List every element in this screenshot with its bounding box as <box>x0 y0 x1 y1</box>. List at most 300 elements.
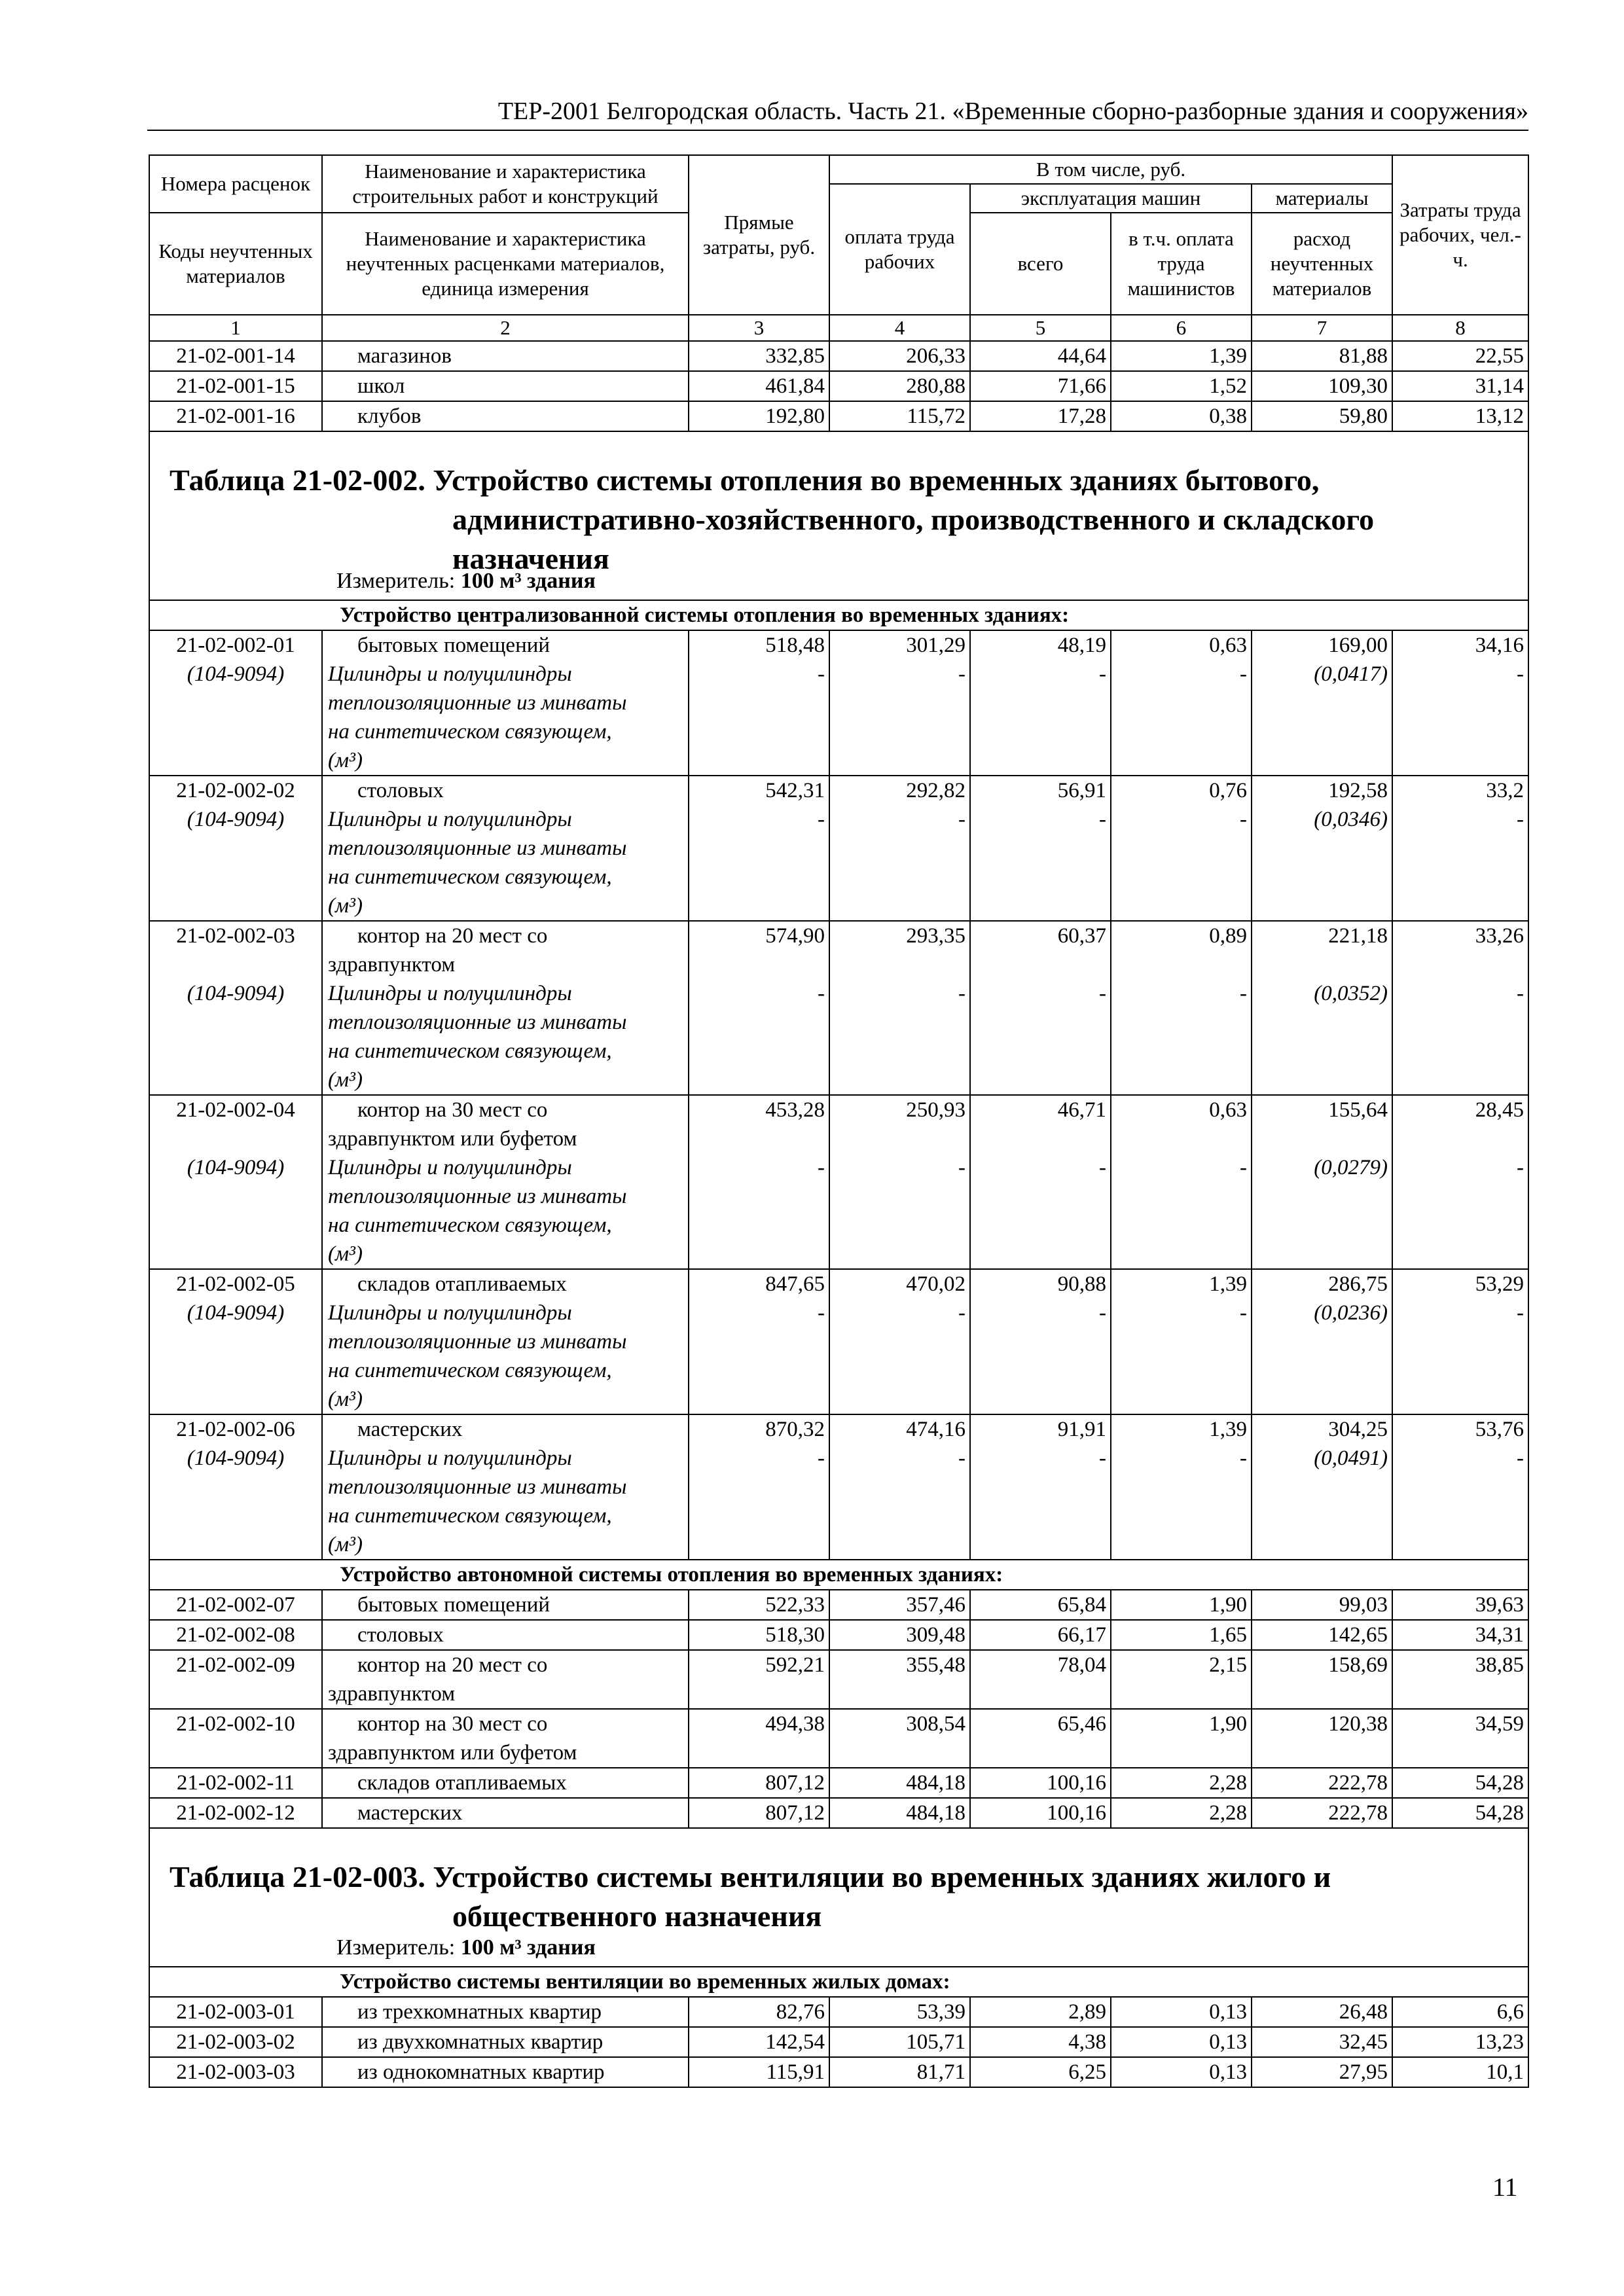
header-rule <box>147 130 1528 131</box>
value-cell <box>829 1095 970 1269</box>
value-cell: 1,90 <box>1111 1590 1252 1620</box>
rate-name-line: контор на 30 мест со <box>357 1712 548 1736</box>
rate-name-line: магазинов <box>357 344 452 368</box>
section-autonomous-heating: Устройство автономной системы отопления во временных зданиях: <box>149 1560 1528 1590</box>
table-row <box>149 371 1528 401</box>
rate-code: 21-02-003-03 <box>149 2057 322 2087</box>
rate-name-line: мастерских <box>357 1801 463 1825</box>
rate-name-line: столовых <box>357 1623 444 1647</box>
value-cell <box>1111 776 1252 921</box>
rate-code-cell <box>149 1269 322 1414</box>
value-cell: 142,54 <box>689 2027 829 2057</box>
value-cell: 105,71 <box>829 2027 970 2057</box>
column-number: 8 <box>1392 315 1528 341</box>
rate-name-cell <box>322 1095 689 1269</box>
value: 474,16 <box>906 1418 965 1441</box>
table-row <box>149 2027 1528 2057</box>
value-cell: 309,48 <box>829 1620 970 1650</box>
table-row <box>149 1650 1528 1709</box>
rate-name <box>322 1650 689 1709</box>
value: 470,02 <box>906 1272 965 1296</box>
rate-name-line: бытовых помещений <box>357 1593 550 1617</box>
value-cell: 1,39 <box>1111 341 1252 371</box>
value-cell <box>1392 1414 1528 1560</box>
value: 90,88 <box>1057 1272 1106 1296</box>
material-name-line: Цилиндры и полуцилиндры <box>328 808 572 831</box>
value-cell: 27,95 <box>1252 2057 1392 2087</box>
rate-name-line: здравпунктом или буфетом <box>328 1127 577 1151</box>
rate-code: 21-02-002-10 <box>149 1709 322 1768</box>
value-cell <box>1252 776 1392 921</box>
table-row <box>149 1768 1528 1798</box>
table-row <box>149 776 1528 921</box>
col-direct-costs: Прямые затраты, руб. <box>689 155 829 315</box>
page-number: 11 <box>1492 2172 1518 2202</box>
value: 301,29 <box>906 634 965 657</box>
dash: - <box>1240 1446 1247 1470</box>
dash: - <box>818 982 825 1005</box>
rate-name-line: контор на 20 мест со <box>357 924 548 948</box>
material-name-line: (м³) <box>328 1242 363 1266</box>
rate-code: 21-02-002-12 <box>149 1798 322 1828</box>
rate-name <box>322 1768 689 1798</box>
value-cell: 82,76 <box>689 1997 829 2027</box>
material-name-line: Цилиндры и полуцилиндры <box>328 1446 572 1470</box>
value-cell: 2,15 <box>1111 1650 1252 1709</box>
value-cell <box>1392 921 1528 1095</box>
material-name-line: Цилиндры и полуцилиндры <box>328 1301 572 1325</box>
value: 155,64 <box>1328 1098 1388 1122</box>
value-cell <box>689 1269 829 1414</box>
value: 60,37 <box>1057 924 1106 948</box>
value-cell: 39,63 <box>1392 1590 1528 1620</box>
value-cell: 13,12 <box>1392 401 1528 431</box>
value: 1,39 <box>1209 1418 1247 1441</box>
value: 34,16 <box>1475 634 1525 657</box>
material-name-line: теплоизоляционные из минваты <box>328 691 627 715</box>
value-cell: 522,33 <box>689 1590 829 1620</box>
dash: - <box>1240 982 1247 1005</box>
rate-code: 21-02-002-08 <box>149 1620 322 1650</box>
value-cell: 34,31 <box>1392 1620 1528 1650</box>
value-cell: 518,30 <box>689 1620 829 1650</box>
value-cell: 332,85 <box>689 341 829 371</box>
material-name-line: Цилиндры и полуцилиндры <box>328 662 572 686</box>
value-cell: 280,88 <box>829 371 970 401</box>
rate-name-cell <box>322 776 689 921</box>
column-number: 1 <box>149 315 322 341</box>
rate-name-line: из двухкомнатных квартир <box>357 2030 604 2054</box>
value-cell: 158,69 <box>1252 1650 1392 1709</box>
value-cell <box>829 921 970 1095</box>
value-cell: 357,46 <box>829 1590 970 1620</box>
rate-name-cell <box>322 1269 689 1414</box>
value-cell: 17,28 <box>970 401 1111 431</box>
value-cell: 0,38 <box>1111 401 1252 431</box>
value: 847,65 <box>765 1272 825 1296</box>
value-cell: 222,78 <box>1252 1768 1392 1798</box>
value: 33,26 <box>1475 924 1525 948</box>
value-cell: 4,38 <box>970 2027 1111 2057</box>
value: 453,28 <box>765 1098 825 1122</box>
dash: - <box>1240 1301 1247 1325</box>
column-number: 3 <box>689 315 829 341</box>
table2-central-body <box>149 630 1528 1560</box>
table-row <box>149 921 1528 1095</box>
dash: - <box>1099 982 1106 1005</box>
value-cell: 10,1 <box>1392 2057 1528 2087</box>
value-cell <box>1111 630 1252 776</box>
rate-name-line: складов отапливаемых <box>357 1272 567 1296</box>
dash: - <box>958 1156 965 1179</box>
material-name-line: на синтетическом связующем, <box>328 1039 612 1063</box>
value-cell: 206,33 <box>829 341 970 371</box>
table-row <box>149 341 1528 371</box>
col-machinists-pay: в т.ч. оплата труда машинистов <box>1111 213 1252 315</box>
value-cell: 115,91 <box>689 2057 829 2087</box>
rate-name <box>322 2027 689 2057</box>
rate-code: 21-02-002-03 <box>176 924 295 948</box>
column-numbers-row <box>149 315 1528 341</box>
rate-code-cell <box>149 1095 322 1269</box>
value-cell <box>1252 630 1392 776</box>
col-material-codes: Коды неучтенных материалов <box>149 213 322 315</box>
value-cell: 6,25 <box>970 2057 1111 2087</box>
material-name-line: теплоизоляционные из минваты <box>328 1330 627 1354</box>
value: 1,39 <box>1209 1272 1247 1296</box>
material-code: (104-9094) <box>187 662 285 686</box>
rate-name-line: клубов <box>357 404 422 428</box>
table-row <box>149 1997 1528 2027</box>
rate-name-line: здравпунктом <box>328 1682 456 1706</box>
dash: - <box>958 1446 965 1470</box>
value-cell: 44,64 <box>970 341 1111 371</box>
value-cell <box>970 1269 1111 1414</box>
value: 870,32 <box>765 1418 825 1441</box>
dash: - <box>1517 1156 1525 1179</box>
rate-name-line: контор на 30 мест со <box>357 1098 548 1122</box>
rate-code: 21-02-002-07 <box>149 1590 322 1620</box>
value: 304,25 <box>1328 1418 1388 1441</box>
value-cell: 81,71 <box>829 2057 970 2087</box>
material-name-line: (м³) <box>328 894 363 918</box>
material-consumption: (0,0346) <box>1314 808 1388 831</box>
rate-name-line: школ <box>357 374 405 398</box>
table-row <box>149 630 1528 776</box>
material-consumption: (0,0352) <box>1314 982 1388 1005</box>
value: 221,18 <box>1328 924 1388 948</box>
value-cell: 807,12 <box>689 1768 829 1798</box>
column-number: 4 <box>829 315 970 341</box>
rates-table <box>149 154 1529 2088</box>
value-cell: 13,23 <box>1392 2027 1528 2057</box>
value-cell <box>1111 1095 1252 1269</box>
rate-name-line: столовых <box>357 779 444 802</box>
table-row <box>149 1095 1528 1269</box>
rate-name-cell <box>322 630 689 776</box>
rate-code: 21-02-002-09 <box>149 1650 322 1709</box>
col-rate-numbers: Номера расценок <box>149 155 322 213</box>
value-cell: 34,59 <box>1392 1709 1528 1768</box>
value: 28,45 <box>1475 1098 1525 1122</box>
rate-name-line: из однокомнатных квартир <box>357 2060 605 2084</box>
dash: - <box>1099 1301 1106 1325</box>
value: 33,2 <box>1486 779 1525 802</box>
dash: - <box>1099 808 1106 831</box>
col-machines: эксплуатация машин <box>970 184 1252 213</box>
value-cell: 592,21 <box>689 1650 829 1709</box>
rate-name <box>322 1997 689 2027</box>
dash: - <box>1517 662 1525 686</box>
value-cell: 484,18 <box>829 1768 970 1798</box>
value: 48,19 <box>1057 634 1106 657</box>
value-cell: 1,52 <box>1111 371 1252 401</box>
material-name-line: (м³) <box>328 1533 363 1556</box>
material-code: (104-9094) <box>187 982 285 1005</box>
material-name-line: (м³) <box>328 1388 363 1411</box>
value-cell: 54,28 <box>1392 1798 1528 1828</box>
dash: - <box>958 808 965 831</box>
rate-name-line: здравпунктом <box>328 953 456 977</box>
value-cell <box>1392 1095 1528 1269</box>
value-cell <box>1392 630 1528 776</box>
value-cell: 484,18 <box>829 1798 970 1828</box>
value-cell: 461,84 <box>689 371 829 401</box>
table3-title-block <box>149 1828 1528 1997</box>
rate-name-cell <box>322 1414 689 1560</box>
table-row <box>149 1709 1528 1768</box>
value-cell: 22,55 <box>1392 341 1528 371</box>
col-material-consumption: расход неучтенных материалов <box>1252 213 1392 315</box>
value-cell: 81,88 <box>1252 341 1392 371</box>
rate-code-cell <box>149 1414 322 1560</box>
value-cell: 53,39 <box>829 1997 970 2027</box>
table2-meter: Измеритель: 100 м³ здания <box>336 569 596 593</box>
table3-body <box>149 1997 1528 2087</box>
rate-code-cell <box>149 630 322 776</box>
value-cell: 71,66 <box>970 371 1111 401</box>
material-consumption: (0,0417) <box>1314 662 1388 686</box>
dash: - <box>1240 808 1247 831</box>
value-cell: 31,14 <box>1392 371 1528 401</box>
dash: - <box>1517 1446 1525 1470</box>
value: 293,35 <box>906 924 965 948</box>
table2-title-block <box>149 431 1528 630</box>
dash: - <box>958 662 965 686</box>
table-row <box>149 1798 1528 1828</box>
dash: - <box>1240 662 1247 686</box>
value-cell <box>1392 1269 1528 1414</box>
rate-code: 21-02-001-14 <box>149 341 322 371</box>
rate-name-line: из трехкомнатных квартир <box>357 2000 602 2024</box>
value-cell: 1,65 <box>1111 1620 1252 1650</box>
value-cell: 120,38 <box>1252 1709 1392 1768</box>
page-header: ТЕР-2001 Белгородская область. Часть 21. «Временные сборно-разборные здания и сооружения» <box>497 98 1528 125</box>
value-cell: 26,48 <box>1252 1997 1392 2027</box>
value-cell: 65,84 <box>970 1590 1111 1620</box>
value-cell: 6,6 <box>1392 1997 1528 2027</box>
value: 192,58 <box>1328 779 1388 802</box>
table2-autonomous-body <box>149 1590 1528 1828</box>
value-cell: 807,12 <box>689 1798 829 1828</box>
value-cell: 0,13 <box>1111 2027 1252 2057</box>
table1-body <box>149 341 1528 431</box>
table-row <box>149 401 1528 431</box>
value-cell <box>829 630 970 776</box>
material-consumption: (0,0491) <box>1314 1446 1388 1470</box>
value-cell <box>1111 921 1252 1095</box>
value-cell <box>1252 1269 1392 1414</box>
column-number: 5 <box>970 315 1111 341</box>
dash: - <box>1517 808 1525 831</box>
dash: - <box>1099 1156 1106 1179</box>
value-cell: 99,03 <box>1252 1590 1392 1620</box>
value-cell <box>689 921 829 1095</box>
value: 0,63 <box>1209 634 1247 657</box>
section-central-heating: Устройство централизованной системы отопления во временных зданиях: <box>149 600 1528 630</box>
rate-code: 21-02-002-05 <box>176 1272 295 1296</box>
value-cell: 2,28 <box>1111 1798 1252 1828</box>
rate-name <box>322 1620 689 1650</box>
rate-code: 21-02-001-16 <box>149 401 322 431</box>
material-name-line: теплоизоляционные из минваты <box>328 836 627 860</box>
value-cell: 115,72 <box>829 401 970 431</box>
value-cell <box>970 776 1111 921</box>
rate-name-line: складов отапливаемых <box>357 1771 567 1795</box>
value-cell: 32,45 <box>1252 2027 1392 2057</box>
dash: - <box>818 662 825 686</box>
value-cell <box>689 1095 829 1269</box>
value-cell <box>1392 776 1528 921</box>
value-cell: 54,28 <box>1392 1768 1528 1798</box>
value-cell: 109,30 <box>1252 371 1392 401</box>
value: 46,71 <box>1057 1098 1106 1122</box>
value-cell <box>1252 1095 1392 1269</box>
value-cell <box>970 921 1111 1095</box>
material-name-line: (м³) <box>328 749 363 772</box>
rate-name <box>322 401 689 431</box>
col-material-names: Наименование и характеристика неучтенных расценками материалов, единица измерения <box>322 213 689 315</box>
table-row <box>149 1414 1528 1560</box>
material-consumption: (0,0279) <box>1314 1156 1388 1179</box>
value: 0,89 <box>1209 924 1247 948</box>
col-including: В том числе, руб. <box>829 155 1392 184</box>
value-cell: 1,90 <box>1111 1709 1252 1768</box>
value-cell: 59,80 <box>1252 401 1392 431</box>
dash: - <box>1517 1301 1525 1325</box>
value-cell <box>689 1414 829 1560</box>
material-name-line: Цилиндры и полуцилиндры <box>328 1156 572 1179</box>
value-cell: 355,48 <box>829 1650 970 1709</box>
section-ventilation: Устройство системы вентиляции во временных жилых домах: <box>149 1967 1528 1997</box>
rate-name-line: бытовых помещений <box>357 634 550 657</box>
value-cell: 192,80 <box>689 401 829 431</box>
rate-name <box>322 1709 689 1768</box>
dash: - <box>1517 982 1525 1005</box>
table-header <box>149 155 1528 341</box>
material-name-line: теплоизоляционные из минваты <box>328 1185 627 1208</box>
value: 250,93 <box>906 1098 965 1122</box>
table3-title: Таблица 21-02-003. Устройство системы вентиляции во временных зданиях жилого и общественного назначения <box>170 1860 1331 1933</box>
value: 574,90 <box>765 924 825 948</box>
value-cell: 222,78 <box>1252 1798 1392 1828</box>
value-cell <box>970 630 1111 776</box>
value: 292,82 <box>906 779 965 802</box>
value-cell <box>1252 921 1392 1095</box>
value-cell: 2,89 <box>970 1997 1111 2027</box>
dash: - <box>818 1156 825 1179</box>
value-cell <box>1252 1414 1392 1560</box>
material-name-line: теплоизоляционные из минваты <box>328 1475 627 1499</box>
column-number: 2 <box>322 315 689 341</box>
value-cell: 494,38 <box>689 1709 829 1768</box>
value-cell: 142,65 <box>1252 1620 1392 1650</box>
value-cell: 308,54 <box>829 1709 970 1768</box>
value-cell <box>829 1414 970 1560</box>
dash: - <box>818 1446 825 1470</box>
value-cell: 0,13 <box>1111 1997 1252 2027</box>
material-name-line: на синтетическом связующем, <box>328 1504 612 1528</box>
rate-name <box>322 2057 689 2087</box>
column-number: 6 <box>1111 315 1252 341</box>
dash: - <box>818 808 825 831</box>
rate-name-line: мастерских <box>357 1418 463 1441</box>
material-code: (104-9094) <box>187 1156 285 1179</box>
dash: - <box>1099 1446 1106 1470</box>
material-code: (104-9094) <box>187 1301 285 1325</box>
material-name-line: теплоизоляционные из минваты <box>328 1011 627 1034</box>
value: 53,76 <box>1475 1418 1525 1441</box>
material-consumption: (0,0236) <box>1314 1301 1388 1325</box>
value: 169,00 <box>1328 634 1388 657</box>
value-cell <box>1111 1414 1252 1560</box>
rate-code: 21-02-002-01 <box>176 634 295 657</box>
value-cell <box>970 1414 1111 1560</box>
value-cell <box>689 776 829 921</box>
col-materials: материалы <box>1252 184 1392 213</box>
material-name-line: на синтетическом связующем, <box>328 720 612 744</box>
value-cell <box>1111 1269 1252 1414</box>
value-cell <box>970 1095 1111 1269</box>
value-cell <box>829 776 970 921</box>
rate-code: 21-02-002-06 <box>176 1418 295 1441</box>
rate-name <box>322 371 689 401</box>
rate-code: 21-02-002-02 <box>176 779 295 802</box>
rate-code: 21-02-001-15 <box>149 371 322 401</box>
rate-name <box>322 1798 689 1828</box>
rate-name-cell <box>322 921 689 1095</box>
table2-title: Таблица 21-02-002. Устройство системы отопления во временных зданиях бытового, административно-хозяйственного, производственного и складского назначения <box>170 463 1375 575</box>
rate-code-cell <box>149 921 322 1095</box>
dash: - <box>1240 1156 1247 1179</box>
table3-meter: Измеритель: 100 м³ здания <box>336 1935 596 1960</box>
value: 53,29 <box>1475 1272 1525 1296</box>
table-row <box>149 1269 1528 1414</box>
table-row <box>149 2057 1528 2087</box>
column-number: 7 <box>1252 315 1392 341</box>
material-code: (104-9094) <box>187 808 285 831</box>
material-name-line: Цилиндры и полуцилиндры <box>328 982 572 1005</box>
value-cell: 100,16 <box>970 1798 1111 1828</box>
dash: - <box>958 982 965 1005</box>
value-cell: 0,13 <box>1111 2057 1252 2087</box>
material-code: (104-9094) <box>187 1446 285 1470</box>
material-name-line: на синтетическом связующем, <box>328 865 612 889</box>
value: 0,63 <box>1209 1098 1247 1122</box>
value-cell: 78,04 <box>970 1650 1111 1709</box>
rate-name <box>322 341 689 371</box>
table-row <box>149 1590 1528 1620</box>
